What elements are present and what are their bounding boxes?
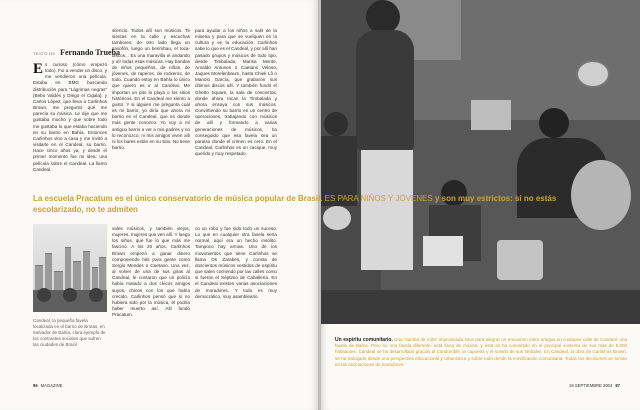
column-3-text: para ayudar a los niños a salir de la miseria y para que se vuelquen en la cultura y en la educación. Carlinhos sabe lo que es el Candeal, y por allí han pasado grupos y músicos de todo tipo, desde Timbalada, Marisa Monte, Arnaldo Antunes o Caetano Veloso, Jaques Morelenbaum, hasta Chiek Lô o Manolo García, que grabaron sus últimos discos allí. Y también fundó el Ghetto Square, la sala de conciertos, donde ahora tocan la Timbalada y ahora ensaya con sus músicos. Convirtiendo su barrio en un centro de operaciones, trabajando con músicos de allí y formando a varias generaciones de músicos, ha conseguido que esa favela sea un paraíso donde el crimen es cero. En el Candeal, Carlinhos es un cacique, muy querido y muy respetado. — [195, 28, 277, 157]
column-2-text: silencio. Todos allí son músicos. Te sientas en la calle y escuchas tambores, de otro lado llega un saxofón, luego un berimbau, el toca-discos... Es una maravilla el andando y oír todas esas músicas. Hay bandas de niños pequeños, de niñas, de jóvenes, de raperos, de rockeros, de todo. Cuando estoy en Bahía lo único que quiero es ir al Candeal. Me importan un pito la playa o los sitios históricos. En el Candeal me siento a gusto. Y si alguien me pregunta cuál es mi barrio, yo diría que ahora mi barrio es el Candeal, que es donde más gente conozco. Yo voy a mi antiguo barrio a ver a mis padres y no lo reconozco; ni mis amigos viven allí ni los bares están en su sitio. No tiene barrio. — [112, 28, 190, 150]
text-column-5 — [195, 226, 277, 300]
issue-date: 19 SEPTIEMBRE 2004 — [569, 383, 613, 388]
magazine-label: MAGAZINE — [40, 383, 63, 388]
page-number-left: 86 — [33, 383, 38, 388]
page-number-right: 87 — [615, 383, 620, 388]
byline — [33, 48, 120, 57]
musicians-photo — [321, 0, 640, 324]
text-column-3 — [195, 28, 277, 157]
footer-left — [33, 383, 63, 388]
photo-caption-lead: Un espíritu comunitario. — [335, 337, 393, 343]
city-photo — [33, 224, 107, 312]
column-5-text: co un robo y fue sido todo un suceso. Lo que en cualquier otra favela sería normal, aquí era un hecho insólito. Tampoco hay armas. Uno de los movimientos que tiene Carlinhos se llama Os Zarabes, y consta de doscientos músicos vestidos de espíritu que salen corriendo por las calles como si fueran el Séptimo de Caballería. En el Candeal existen varias asociaciones de moradores. Y todo es muy democrático, muy asambleario. — [195, 226, 277, 299]
column-4-text: vales músicos, y también viejos, mujeres, mujeres que ven allí. Y luego los niños, que fue lo que más me fascinó. A los 20 años, Carlinhos Brown empezó a ganar dinero componiendo hits para gente como Sergio Mendes o Caetano. Una vez, al volver de una de sus giras al Candeal, le contaron que un policía había matado a dos chicos amigos suyos, chicos con los que había crecido. Carlinhos pensó que si no hubiera sido por la música, él podría haber muerto así. Allí fundó Pracatum. — [112, 226, 190, 318]
city-photo-caption: Candeal, la pequeña favela localizada en el barrio de Brotas, en Salvador de Bahía, clara ejemplo de los contrastes sociales que sufren las ciudades de Brasil — [33, 318, 106, 347]
pull-quote — [33, 193, 603, 215]
text-column-1 — [33, 62, 107, 173]
text-column-2 — [112, 28, 190, 151]
photo-caption — [335, 337, 627, 368]
text-column-4 — [112, 226, 190, 318]
pull-quote-part-3: y son muy estrictos: si no estás escolarizado, no te admiten — [33, 194, 557, 214]
pull-quote-part-1: La escuela Pracatum es el único conservatorio de música popular de Brasil. — [33, 194, 323, 203]
byline-label: TEXTO DE — [33, 51, 56, 56]
photo-caption-text: Una “samba de roda” improvisada sirve para alegrar un encuentro entre amigos en cualquier calle de Candeal, una favela de Bahía. Pero no una favela diferente: está llena de música, y ésta se ha convertido en el principal sustento de sus más de 5.000 habitantes. Candeal se ha desarrollado gracias al Candomblé, la capoeira y el sonido de sus timbales. En Candeal, la obra de Carlinhos Brown, se ha trabajado desde una perspectiva educacional y urbanística y sobre todo desde la movilización comunitaria. Todas las decisiones se toman en las asociaciones de moradores. — [335, 337, 627, 367]
byline-author: Fernando Trueba — [60, 48, 121, 57]
column-1-text: s curioso (cómo empezó todo). Fui a vender un disco, y me vendieron una película. Estaba en BMG buscando distribución para “Lágrimas negras” (Bebo Valdés y Diego el Cigala), y Carlos López, que lleva a Carlinhos Brown, me preguntó qué me parecía su música. Le dije que me gustaba mucho y que sobre todo me gustaba lo que estaba haciendo en su barrio en Bahía. Entonces Carlinhos vino a casa y me invitó a visitarle en el Candeal, su barrio. Hace cinco años ya, y desde el primer momento fue mi idea: una película sobre el Candeal. La llamo Candeal. — [33, 62, 107, 172]
pull-quote-part-2: ES PARA NIÑOS Y JÓVENES — [322, 194, 433, 203]
drop-cap: E — [33, 61, 44, 77]
footer-right — [569, 383, 620, 388]
